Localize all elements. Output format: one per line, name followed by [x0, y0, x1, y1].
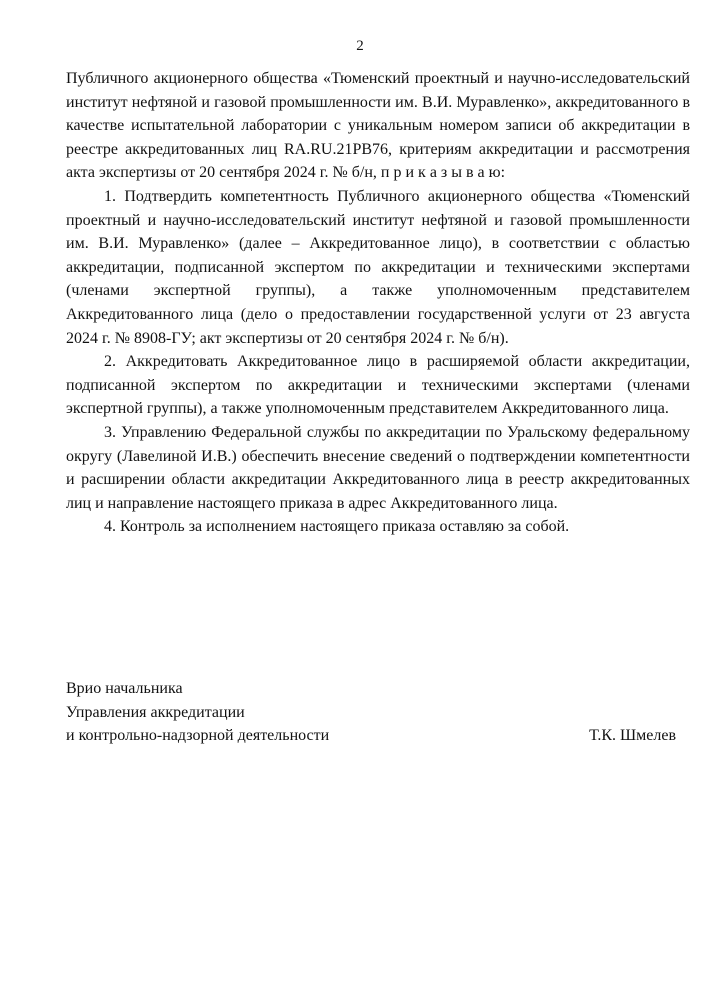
- signer-line: [66, 724, 676, 748]
- clause-4: 4. Контроль за исполнением настоящего приказа оставляю за собой.: [104, 518, 570, 536]
- signer-position-line-3: и контрольно-надзорной деятельности: [66, 727, 330, 745]
- page-number: 2: [356, 38, 364, 54]
- intro-paragraph: Публичного акционерного общества «Тюменский проектный и научно-исследовательский институт нефтяной и газовой промышленности им. В.И. Муравленко», аккредитованного в качестве испытательной лаборатории с уникальным номером записи об аккредитации в реестре аккредитованных лиц RA.RU.21РВ76, критериям аккредитации и рассмотрения акта экспертизы от 20 сентября 2024 г. № б/н, п р и к а з ы в а ю:: [66, 70, 690, 182]
- signature-block: [66, 677, 676, 748]
- order-body: [66, 67, 690, 539]
- signer-position-line-1: Врио начальника: [66, 680, 183, 697]
- signer-name: Т.К. Шмелев: [589, 727, 676, 745]
- signer-position-line-2: Управления аккредитации: [66, 703, 245, 721]
- clause-1: 1. Подтвердить компетентность Публичного акционерного общества «Тюменский проектный и научно-исследовательский институт нефтяной и газовой промышленности им. В.И. Муравленко» (далее – Аккредитованное лицо), в соответствии с областью аккредитации, подписанной экспертом по аккредитации и техническими экспертами (членами экспертной группы), а также уполномоченным представителем Аккредитованного лица (дело о предоставлении государственной услуги от 23 августа 2024 г. № 8908-ГУ; акт экспертизы от 20 сентября 2024 г. № б/н).: [66, 187, 690, 347]
- clause-2: 2. Аккредитовать Аккредитованное лицо в расширяемой области аккредитации, подписанной экспертом по аккредитации и техническими экспертами (членами экспертной группы), а также уполномоченным представителем Аккредитованного лица.: [66, 353, 690, 418]
- clause-3: 3. Управлению Федеральной службы по аккредитации по Уральскому федеральному округу (Лавелиной И.В.) обеспечить внесение сведений о подтверждении компетентности и расширении области аккредитации Аккредитованного лица в реестр аккредитованных лиц и направление настоящего приказа в адрес Аккредитованного лица.: [66, 423, 690, 512]
